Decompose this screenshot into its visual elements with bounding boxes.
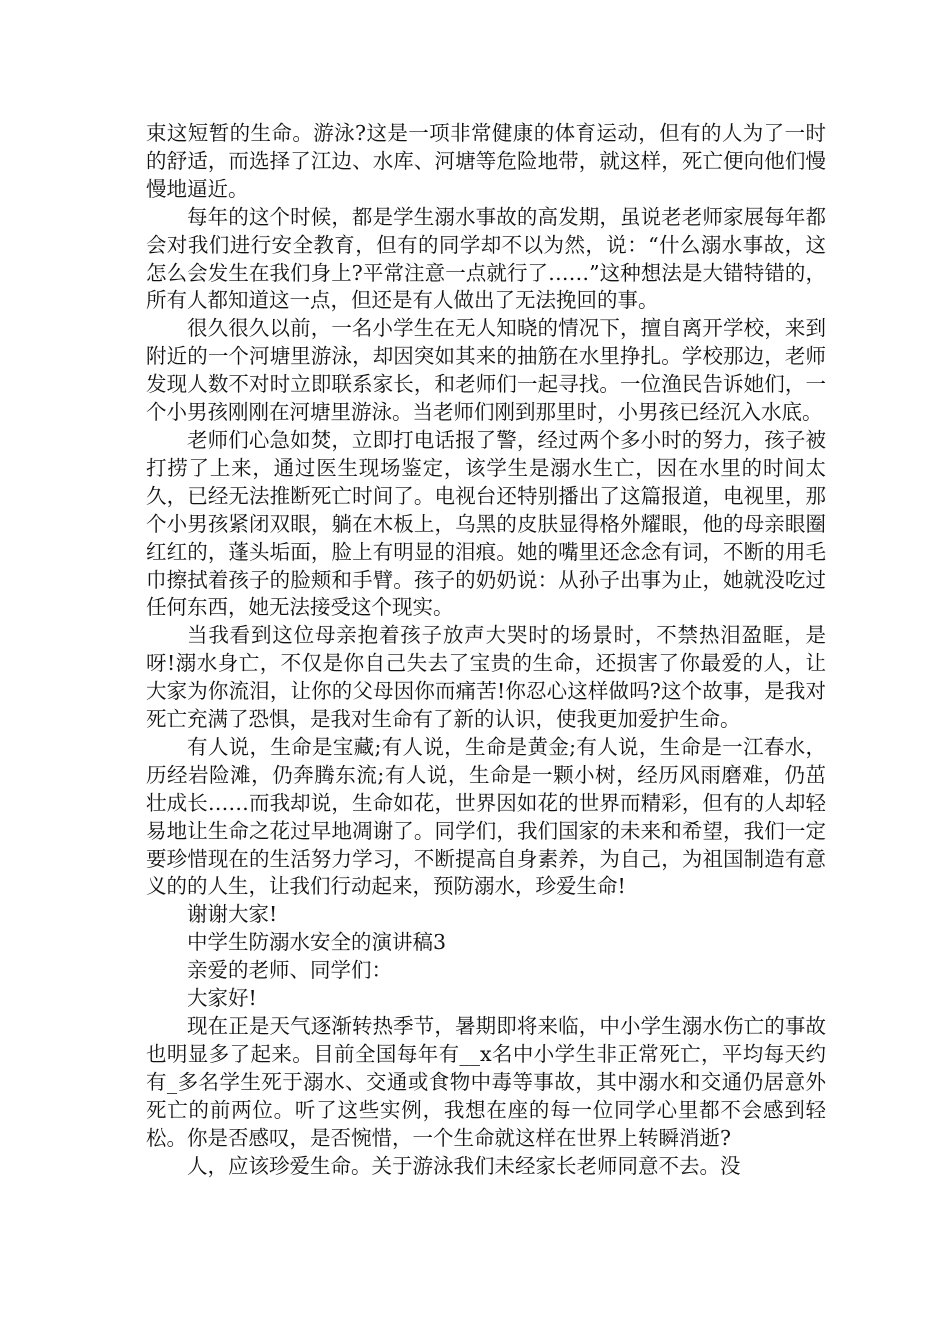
- paragraph-3: 很久很久以前，一名小学生在无人知晓的情况下，擅自离开学校，来到附近的一个河塘里游泳，却因突如其来的抽筋在水里挣扎。学校那边，老师发现人数不对时立即联系家长，和老师们一起寻找。一位渔民告诉她们，一个小男孩刚刚在河塘里游泳。当老师们刚到那里时，小男孩已经沉入水底。: [146, 316, 826, 425]
- paragraph-1: 束这短暂的生命。游泳?这是一项非常健康的体育运动，但有的人为了一时的舒适，而选择了江边、水库、河塘等危险地带，就这样，死亡便向他们慢慢地逼近。: [146, 121, 826, 201]
- section-title: 中学生防溺水安全的演讲稿3: [187, 930, 447, 955]
- paragraph-7: 现在正是天气逐渐转热季节，暑期即将来临，中小学生溺水伤亡的事故也明显多了起来。目前全国每年有__x名中小学生非正常死亡，平均每天约有_多名学生死于溺水、交通或食物中毒等事故，其中溺水和交通仍居意外死亡的前两位。听了这些实例，我想在座的每一位同学心里都不会感到轻松。你是否感叹，是否惋惜，一个生命就这样在世界上转瞬消逝?: [146, 1014, 826, 1150]
- paragraph-4: 老师们心急如焚，立即打电话报了警，经过两个多小时的努力，孩子被打捞了上来，通过医生现场鉴定，该学生是溺水生亡，因在水里的时间太久，已经无法推断死亡时间了。电视台还特别播出了这篇报道，电视里，那个小男孩紧闭双眼，躺在木板上，乌黑的皮肤显得格外耀眼，他的母亲眼圈红红的，蓬头垢面，脸上有明显的泪痕。她的嘴里还念念有词，不断的用毛巾擦拭着孩子的脸颊和手臂。孩子的奶奶说：从孙子出事为止，她就没吃过任何东西，她无法接受这个现实。: [146, 427, 826, 620]
- closing-thanks: 谢谢大家!: [187, 902, 278, 927]
- paragraph-5: 当我看到这位母亲抱着孩子放声大哭时的场景时，不禁热泪盈眶，是呀!溺水身亡，不仅是你自己失去了宝贵的生命，还损害了你最爱的人，让大家为你流泪，让你的父母因你而痛苦!你忍心这样做吗?这个故事，是我对死亡充满了恐惧，是我对生命有了新的认识，使我更加爱护生命。: [146, 623, 826, 732]
- paragraph-8: 人，应该珍爱生命。关于游泳我们未经家长老师同意不去。没: [187, 1153, 741, 1178]
- document-body: [146, 120, 826, 1180]
- paragraph-2: 每年的这个时候，都是学生溺水事故的高发期，虽说老老师家展每年都会对我们进行安全教育，但有的同学却不以为然，说：“什么溺水事故，这怎么会发生在我们身上?平常注意一点就行了……”这种想法是大错特错的，所有人都知道这一点，但还是有人做出了无法挽回的事。: [146, 204, 826, 313]
- salutation: 亲爱的老师、同学们：: [187, 958, 392, 983]
- paragraph-6: 有人说，生命是宝藏;有人说，生命是黄金;有人说，生命是一江春水，历经岩险滩，仍奔腾东流;有人说，生命是一颗小树，经历风雨磨难，仍茁壮成长……而我却说，生命如花，世界因如花的世界而精彩，但有的人却轻易地让生命之花过早地凋谢了。同学们，我们国家的未来和希望，我们一定要珍惜现在的生活努力学习，不断提高自身素养，为自己，为祖国制造有意义的的人生，让我们行动起来，预防溺水，珍爱生命!: [146, 734, 826, 899]
- greeting: 大家好!: [187, 986, 257, 1011]
